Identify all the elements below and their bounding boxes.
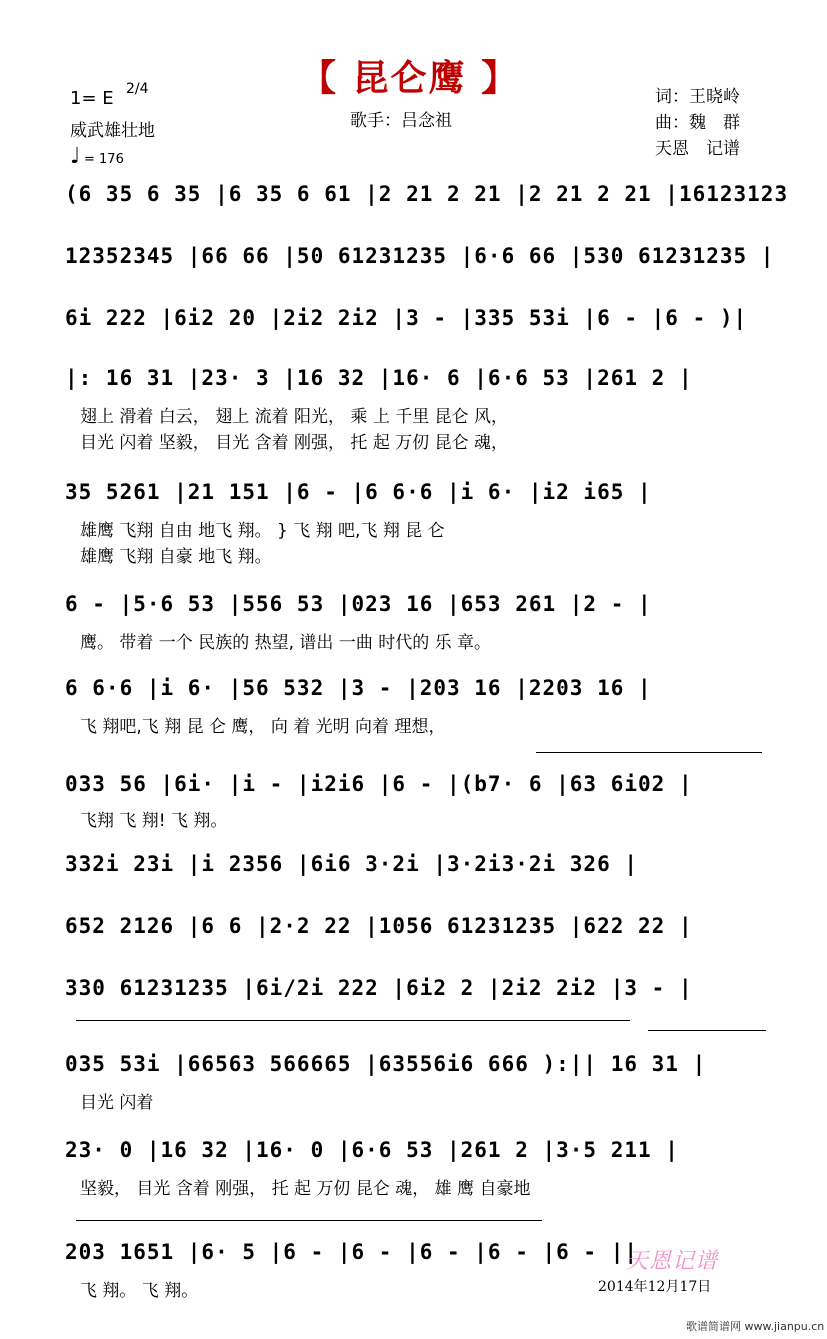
tie-line [76,1220,542,1221]
notation-row-5: 35 5261 |21 151 |6 - |6 6·6 |i 6· |i2 i65 | [65,480,652,504]
volta-bracket-first [76,1020,630,1021]
notation-row-8: 033 56 |6i· |i - |i2i6 |6 - |(b7· 6 |63 6i02 | [65,772,693,796]
volta-bracket-1 [536,752,762,753]
notation-row-2: 12352345 |66 66 |50 61231235 |6·6 66 |530 61231235 | [65,244,775,268]
key-signature: 1= E [70,88,114,109]
notation-row-12: 035 53i |66563 566665 |63556i6 666 ):|| 16 31 | [65,1052,707,1076]
notation-row-1: (6 35 6 35 |6 35 6 61 |2 21 2 21 |2 21 2 21 |16123123 [65,182,789,206]
volta-bracket-second [648,1030,766,1031]
lyric-row-5b: 雄鹰 飞翔 自豪 地飞 翔。 [80,547,272,567]
time-signature-value: 2/4 [126,81,149,97]
lyricist: 词：王晓岭 [655,87,740,107]
lyric-row-7: 飞 翔吧,飞 翔 昆 仑 鹰， 向 着 光明 向着 理想， [80,717,446,737]
notation-row-7: 6 6·6 |i 6· |56 532 |3 - |203 16 |2203 16 | [65,676,652,700]
song-title: 【 昆仑鹰 】 [300,58,520,99]
notation-row-10: 652 2126 |6 6 |2·2 22 |1056 61231235 |622 22 | [65,914,693,938]
lyric-row-14: 飞 翔。 飞 翔。 [80,1281,199,1301]
singer: 歌手：吕念祖 [350,111,452,131]
lyric-row-4a: 翅上 滑着 白云， 翅上 流着 阳光， 乘 上 千里 昆仑 风， [80,407,509,427]
transcriber-stamp: 天恩记谱 [626,1249,719,1274]
tempo: = 176 [84,152,124,167]
transcriber: 天恩 记谱 [655,139,740,159]
lyric-row-6: 鹰。 带着 一个 民族的 热望, 谱出 一曲 时代的 乐 章。 [80,633,492,653]
site-watermark: 歌谱简谱网 www.jianpu.cn [686,1320,825,1333]
notation-row-11: 330 61231235 |6i/2i 222 |6i2 2 |2i2 2i2 |3 - | [65,976,693,1000]
notation-row-14: 203 1651 |6· 5 |6 - |6 - |6 - |6 - |6 - || [65,1240,639,1264]
notation-row-4: |: 16 31 |23· 3 |16 32 |16· 6 |6·6 53 |261 2 | [65,366,693,390]
notation-row-3: 6i 222 |6i2 20 |2i2 2i2 |3 - |335 53i |6 - |6 - )| [65,306,748,330]
quarter-note-icon: ♩ [70,144,81,169]
time-signature [126,82,149,96]
composer: 曲：魏 群 [655,113,740,133]
notation-row-6: 6 - |5·6 53 |556 53 |023 16 |653 261 |2 - | [65,592,652,616]
lyric-row-13: 坚毅， 目光 含着 刚强， 托 起 万仞 昆仑 魂， 雄 鹰 自豪地 [80,1179,531,1199]
lyric-row-5a: 雄鹰 飞翔 自由 地飞 翔。 } 飞 翔 吧,飞 翔 昆 仑 [80,521,445,541]
lyric-row-8: 飞翔 飞 翔! 飞 翔。 [80,811,228,831]
notation-row-13: 23· 0 |16 32 |16· 0 |6·6 53 |261 2 |3·5 211 | [65,1138,679,1162]
lyric-row-4b: 目光 闪着 坚毅， 目光 含着 刚强， 托 起 万仞 昆仑 魂， [80,433,509,453]
transcription-date: 2014年12月17日 [598,1279,712,1295]
notation-row-9: 332i 23i |i 2356 |6i6 3·2i |3·2i3·2i 326 | [65,852,639,876]
performance-style: 威武雄壮地 [70,121,155,141]
lyric-row-12: 目光 闪着 [80,1093,154,1113]
